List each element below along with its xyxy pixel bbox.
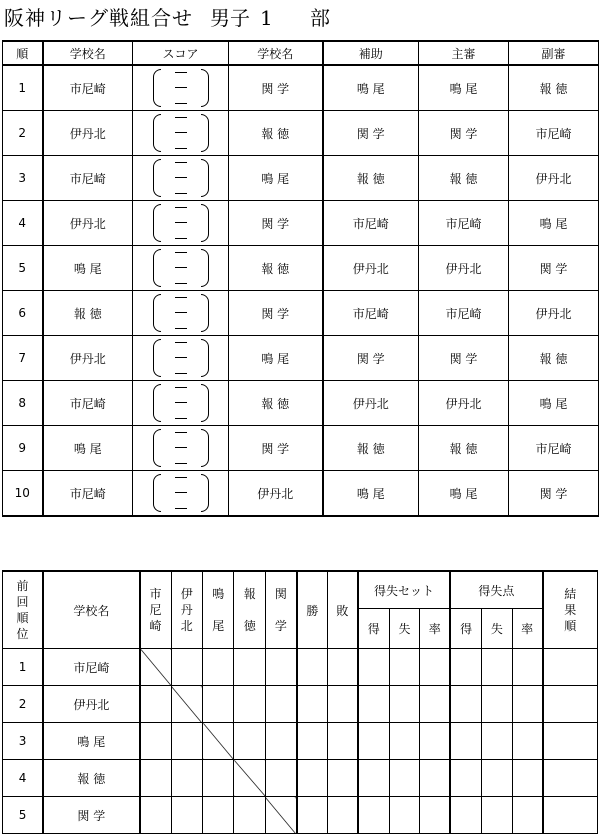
away-school: 関 学 [229,426,323,471]
header-opponent-itamikita: 伊 丹 北 [171,571,202,649]
vice-referee-school: 市尼崎 [509,426,599,471]
previous-rank: 2 [3,686,44,723]
header-point-diff-group: 得失点 [450,571,542,609]
home-school: 鳴 尾 [43,426,133,471]
home-school: 伊丹北 [43,111,133,156]
header-opponent-ichiamagasaki: 市 尼 崎 [140,571,171,649]
score-dash-top [175,162,187,163]
points-lost-cell [482,649,512,686]
header-school-home: 学校名 [43,41,133,65]
head-to-head-cell [234,686,265,723]
page-title [4,2,330,30]
score-dash-middle [175,312,187,313]
points-won-cell [450,760,481,797]
score-dash-bottom [175,418,187,419]
right-bracket [201,69,209,107]
match-number: 2 [3,111,43,156]
chief-referee-school: 伊丹北 [419,246,509,291]
vice-referee-school: 関 学 [509,471,599,517]
home-school: 市尼崎 [43,471,133,517]
schedule-row [3,336,599,381]
losses-cell [327,797,357,834]
left-bracket [153,474,161,512]
assistant-school: 報 徳 [323,426,419,471]
previous-rank: 3 [3,723,44,760]
score-box [152,248,210,288]
header-opponent-hotoku: 報 徳 [234,571,265,649]
previous-rank: 5 [3,797,44,834]
schedule-row [3,426,599,471]
score-box [152,158,210,198]
header-points-won: 得 [450,609,481,649]
right-bracket [201,159,209,197]
head-to-head-cell [265,649,296,686]
assistant-school: 関 学 [323,336,419,381]
self-match-diagonal-cell [140,649,171,686]
header-opponent-naruo: 鳴 尾 [203,571,234,649]
points-lost-cell [482,797,512,834]
header-order: 順 [3,41,43,65]
home-school: 伊丹北 [43,336,133,381]
home-school: 市尼崎 [43,156,133,201]
losses-cell [327,686,357,723]
self-match-diagonal-cell [171,686,202,723]
points-ratio-cell [512,649,542,686]
wins-cell [297,723,327,760]
schedule-row [3,201,599,246]
score-cell [133,111,229,156]
score-cell [133,291,229,336]
score-box [152,338,210,378]
header-losses: 敗 [327,571,357,649]
vice-referee-school: 伊丹北 [509,156,599,201]
header-wins: 勝 [297,571,327,649]
score-box [152,203,210,243]
schedule-row [3,111,599,156]
previous-rank: 4 [3,760,44,797]
sets-ratio-cell [420,686,450,723]
sets-ratio-cell [420,723,450,760]
head-to-head-cell [234,797,265,834]
title-number: 1 [260,6,273,30]
head-to-head-cell [140,760,171,797]
sets-won-cell [358,686,389,723]
standings-row [3,723,598,760]
score-dash-bottom [175,283,187,284]
score-dash-bottom [175,148,187,149]
sets-lost-cell [389,797,419,834]
points-won-cell [450,797,481,834]
right-bracket [201,339,209,377]
wins-cell [297,649,327,686]
head-to-head-cell [203,797,234,834]
team-name: 伊丹北 [43,686,139,723]
chief-referee-school: 鳴 尾 [419,65,509,111]
score-dash-middle [175,177,187,178]
head-to-head-cell [140,797,171,834]
header-result-rank: 結 果 順 [543,571,598,649]
schedule-row [3,246,599,291]
vice-referee-school: 市尼崎 [509,111,599,156]
score-dash-bottom [175,193,187,194]
head-to-head-cell [140,723,171,760]
left-bracket [153,384,161,422]
vice-referee-school: 関 学 [509,246,599,291]
team-name: 報 徳 [43,760,139,797]
score-dash-bottom [175,373,187,374]
match-number: 8 [3,381,43,426]
wins-cell [297,797,327,834]
standings-row [3,797,598,834]
score-cell [133,381,229,426]
points-won-cell [450,723,481,760]
standings-row [3,760,598,797]
score-box [152,113,210,153]
assistant-school: 関 学 [323,111,419,156]
away-school: 伊丹北 [229,471,323,517]
score-cell [133,471,229,517]
assistant-school: 伊丹北 [323,246,419,291]
score-dash-bottom [175,238,187,239]
home-school: 報 徳 [43,291,133,336]
score-dash-bottom [175,508,187,509]
points-won-cell [450,649,481,686]
sets-lost-cell [389,760,419,797]
home-school: 市尼崎 [43,381,133,426]
match-number: 4 [3,201,43,246]
score-box [152,473,210,513]
standings-header-row-1 [3,571,598,609]
sets-won-cell [358,797,389,834]
score-dash-bottom [175,328,187,329]
vice-referee-school: 伊丹北 [509,291,599,336]
score-dash-middle [175,87,187,88]
score-cell [133,156,229,201]
home-school: 市尼崎 [43,65,133,111]
match-number: 5 [3,246,43,291]
left-bracket [153,294,161,332]
score-dash-middle [175,402,187,403]
head-to-head-cell [265,760,296,797]
header-points-lost: 失 [482,609,512,649]
right-bracket [201,114,209,152]
team-name: 鳴 尾 [43,723,139,760]
sets-won-cell [358,649,389,686]
points-lost-cell [482,723,512,760]
team-name: 関 学 [43,797,139,834]
away-school: 報 徳 [229,111,323,156]
header-school-name: 学校名 [43,571,139,649]
sets-lost-cell [389,649,419,686]
head-to-head-cell [203,649,234,686]
schedule-row [3,65,599,111]
assistant-school: 鳴 尾 [323,471,419,517]
left-bracket [153,429,161,467]
head-to-head-cell [171,649,202,686]
schedule-row [3,156,599,201]
head-to-head-cell [265,686,296,723]
schedule-row [3,381,599,426]
result-rank-cell [543,760,598,797]
chief-referee-school: 関 学 [419,111,509,156]
header-sets-won: 得 [358,609,389,649]
score-dash-top [175,477,187,478]
header-sets-ratio: 率 [420,609,450,649]
score-dash-middle [175,357,187,358]
left-bracket [153,69,161,107]
vice-referee-school: 鳴 尾 [509,201,599,246]
score-dash-top [175,117,187,118]
wins-cell [297,686,327,723]
schedule-table [2,40,599,517]
title-suffix: 部 [310,6,330,30]
right-bracket [201,429,209,467]
header-score: スコア [133,41,229,65]
sets-won-cell [358,723,389,760]
right-bracket [201,384,209,422]
vice-referee-school: 鳴 尾 [509,381,599,426]
points-ratio-cell [512,686,542,723]
score-cell [133,65,229,111]
header-school-away: 学校名 [229,41,323,65]
match-number: 1 [3,65,43,111]
title-division: 男子 [210,6,250,30]
self-match-diagonal-cell [265,797,296,834]
schedule-row [3,471,599,517]
vice-referee-school: 報 徳 [509,65,599,111]
result-rank-cell [543,797,598,834]
header-vice-referee: 副審 [509,41,599,65]
head-to-head-cell [234,649,265,686]
self-match-diagonal-cell [234,760,265,797]
points-ratio-cell [512,723,542,760]
score-dash-middle [175,222,187,223]
chief-referee-school: 伊丹北 [419,381,509,426]
points-lost-cell [482,760,512,797]
head-to-head-cell [171,760,202,797]
schedule-header-row [3,41,599,65]
sets-won-cell [358,760,389,797]
away-school: 鳴 尾 [229,336,323,381]
score-dash-bottom [175,463,187,464]
score-dash-middle [175,447,187,448]
score-dash-top [175,297,187,298]
match-number: 3 [3,156,43,201]
score-cell [133,336,229,381]
score-dash-top [175,342,187,343]
header-chief-referee: 主審 [419,41,509,65]
away-school: 報 徳 [229,246,323,291]
result-rank-cell [543,723,598,760]
score-box [152,383,210,423]
score-cell [133,201,229,246]
score-dash-middle [175,132,187,133]
chief-referee-school: 関 学 [419,336,509,381]
sets-ratio-cell [420,797,450,834]
title-league: 阪神リーグ戦組合せ [4,6,193,30]
chief-referee-school: 市尼崎 [419,201,509,246]
head-to-head-cell [171,797,202,834]
head-to-head-cell [203,686,234,723]
match-number: 9 [3,426,43,471]
score-dash-top [175,72,187,73]
right-bracket [201,294,209,332]
chief-referee-school: 報 徳 [419,426,509,471]
losses-cell [327,723,357,760]
right-bracket [201,204,209,242]
home-school: 鳴 尾 [43,246,133,291]
score-dash-top [175,252,187,253]
losses-cell [327,760,357,797]
match-number: 6 [3,291,43,336]
head-to-head-cell [140,686,171,723]
score-box [152,293,210,333]
points-ratio-cell [512,797,542,834]
head-to-head-cell [171,723,202,760]
assistant-school: 報 徳 [323,156,419,201]
chief-referee-school: 鳴 尾 [419,471,509,517]
team-name: 市尼崎 [43,649,139,686]
result-rank-cell [543,649,598,686]
score-dash-top [175,387,187,388]
away-school: 関 学 [229,291,323,336]
score-dash-bottom [175,103,187,104]
score-dash-middle [175,492,187,493]
standings-table [2,570,598,834]
header-opponent-kangaku: 関 学 [265,571,296,649]
sets-ratio-cell [420,760,450,797]
score-box [152,428,210,468]
score-box [152,68,210,108]
left-bracket [153,114,161,152]
head-to-head-cell [234,723,265,760]
self-match-diagonal-cell [203,723,234,760]
score-dash-top [175,432,187,433]
wins-cell [297,760,327,797]
assistant-school: 伊丹北 [323,381,419,426]
schedule-row [3,291,599,336]
score-cell [133,246,229,291]
right-bracket [201,249,209,287]
score-cell [133,426,229,471]
score-dash-top [175,207,187,208]
assistant-school: 鳴 尾 [323,65,419,111]
losses-cell [327,649,357,686]
left-bracket [153,159,161,197]
away-school: 鳴 尾 [229,156,323,201]
sets-ratio-cell [420,649,450,686]
points-lost-cell [482,686,512,723]
header-points-ratio: 率 [512,609,542,649]
away-school: 報 徳 [229,381,323,426]
result-rank-cell [543,686,598,723]
chief-referee-school: 報 徳 [419,156,509,201]
points-won-cell [450,686,481,723]
sets-lost-cell [389,723,419,760]
points-ratio-cell [512,760,542,797]
home-school: 伊丹北 [43,201,133,246]
vice-referee-school: 報 徳 [509,336,599,381]
previous-rank: 1 [3,649,44,686]
score-dash-middle [175,267,187,268]
head-to-head-cell [203,760,234,797]
match-number: 7 [3,336,43,381]
header-previous-rank: 前 回 順 位 [3,571,44,649]
away-school: 関 学 [229,65,323,111]
sets-lost-cell [389,686,419,723]
standings-row [3,649,598,686]
chief-referee-school: 市尼崎 [419,291,509,336]
right-bracket [201,474,209,512]
head-to-head-cell [265,723,296,760]
standings-row [3,686,598,723]
left-bracket [153,249,161,287]
left-bracket [153,204,161,242]
match-number: 10 [3,471,43,517]
header-sets-lost: 失 [389,609,419,649]
away-school: 関 学 [229,201,323,246]
assistant-school: 市尼崎 [323,291,419,336]
header-set-diff-group: 得失セット [358,571,450,609]
header-assistant: 補助 [323,41,419,65]
assistant-school: 市尼崎 [323,201,419,246]
left-bracket [153,339,161,377]
